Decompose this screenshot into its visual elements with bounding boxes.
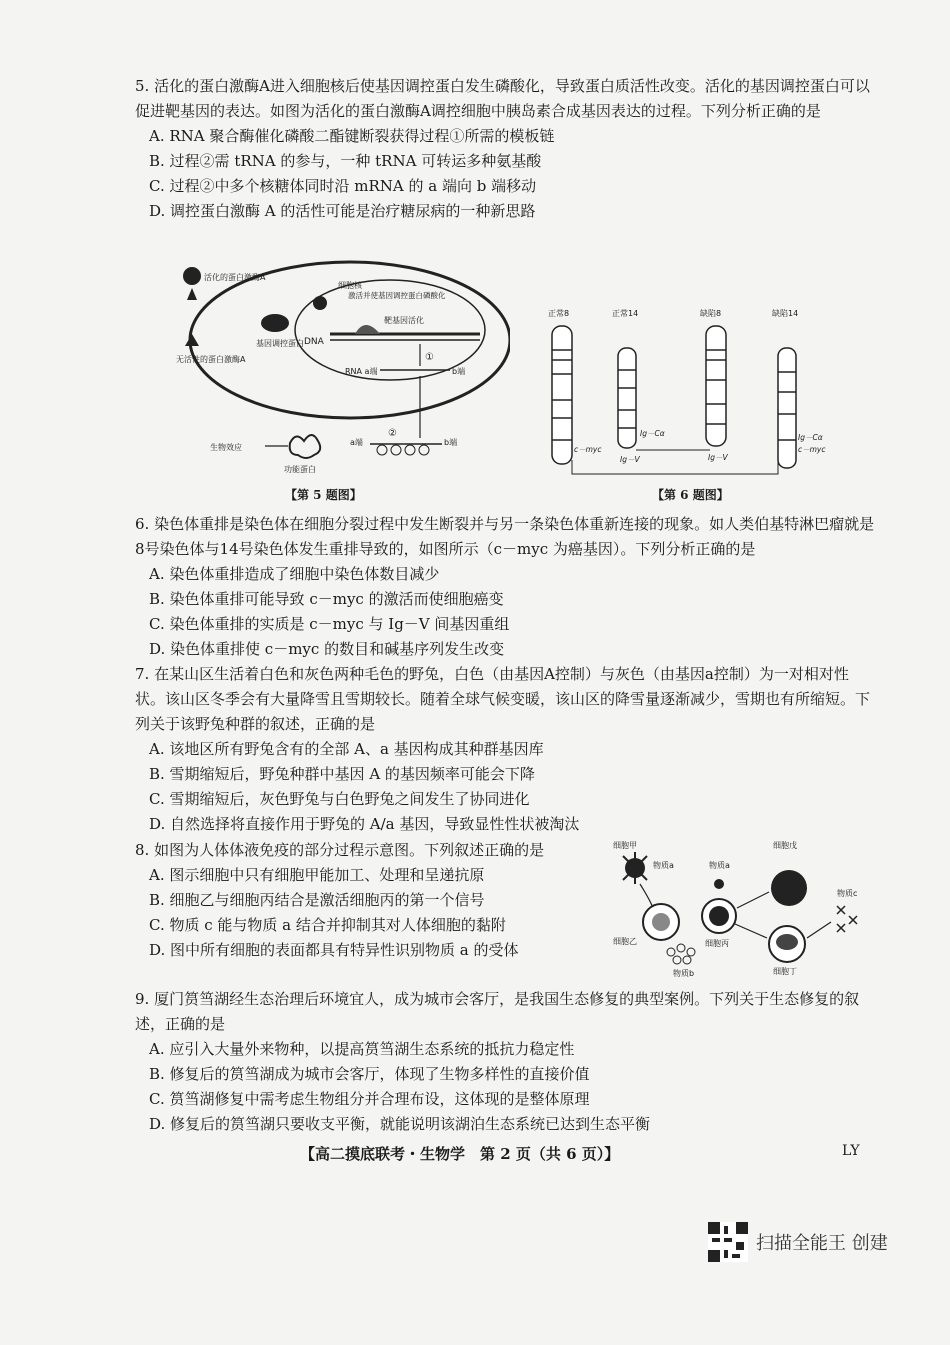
cell-jia-label: 细胞甲 (613, 841, 637, 850)
igv-defect-label: Ig－V (708, 453, 728, 462)
figure-5-diagram (170, 258, 510, 480)
scanner-text: 扫描全能王 创建 (756, 1233, 888, 1254)
ribosome-icon (377, 445, 387, 455)
question-7 (135, 662, 875, 837)
reg-protein-icon (261, 314, 289, 332)
question-6-option-c: C. 染色体重排的实质是 c－myc 与 Ig－V 间基因重组 (149, 615, 510, 633)
page-code: LY (842, 1143, 860, 1159)
antigen-icon (714, 879, 724, 889)
to-c-arrow (807, 922, 831, 938)
cell-yi-nucleus-icon (652, 913, 670, 931)
step2-label: ② (388, 428, 397, 439)
question-7-stem: 7. 在某山区生活着白色和灰色两种毛色的野兔，白色（由基因A控制）与灰色（由基因a控制）为一对相对性状。该山区冬季会有大量降雪且雪期较长。随着全球气候变暖，该山区的降雪量逐渐减少，雪期也有所缩短。下列关于该野兔种群的叙述，正确的是 (135, 665, 871, 733)
igv-normal-label: Ig－V (620, 455, 640, 464)
reg-protein-label: 基因调控蛋白 (256, 339, 304, 348)
question-5-stem: 5. 活化的蛋白激酶A进入细胞核后使基因调控蛋白发生磷酸化，导致蛋白质活性改变。活化的基因调控蛋白可以促进靶基因的表达。如图为活化的蛋白激酶A调控细胞中胰岛素合成基因表达的过程。下列分析正确的是 (135, 77, 870, 120)
question-8-stem: 8. 如图为人体体液免疫的部分过程示意图。下列叙述正确的是 (135, 841, 545, 859)
question-8 (135, 838, 575, 963)
ribosome-icon (405, 445, 415, 455)
b-end-label: b端 (444, 438, 458, 447)
page-footer: 【高二摸底联考・生物学 第 2 页（共 6 页）】 (300, 1145, 620, 1163)
cell-yi-label: 细胞乙 (613, 937, 637, 946)
rna-b-label: b端 (452, 367, 466, 376)
question-9-option-c: C. 筼筜湖修复中需考虑生物组分并合理布设，这体现的是整体原理 (149, 1090, 590, 1108)
question-6-option-b: B. 染色体重排可能导致 c－myc 的激活而使细胞癌变 (149, 590, 504, 608)
inactive-kinase-icon (185, 334, 199, 346)
question-6-option-d: D. 染色体重排使 c－myc 的数目和碱基序列发生改变 (149, 640, 505, 658)
ribosome-icon (419, 445, 429, 455)
qr-code-icon (708, 1222, 748, 1262)
question-9-stem: 9. 厦门筼筜湖经生态治理后环境宜人，成为城市会客厅，是我国生态修复的典型案例。下列关于生态修复的叙述，正确的是 (135, 990, 860, 1033)
to-wu-arrow (737, 892, 769, 908)
bound-protein-icon (355, 325, 380, 334)
substance-c-label: 物质c (837, 889, 858, 898)
question-6-stem: 6. 染色体重排是染色体在细胞分裂过程中发生断裂并与另一条染色体重新连接的现象。如人类伯基特淋巴瘤就是8号染色体与14号染色体发生重排导致的，如图所示（c－myc 为癌基因）。下列分析正确的是 (135, 515, 875, 558)
question-9-option-b: B. 修复后的筼筜湖成为城市会客厅，体现了生物多样性的直接价值 (149, 1065, 590, 1083)
question-5-option-d: D. 调控蛋白激酶 A 的活性可能是治疗糖尿病的一种新思路 (149, 202, 536, 220)
question-7-option-d: D. 自然选择将直接作用于野兔的 A/a 基因，导致显性性状被淘汰 (149, 815, 580, 833)
cell-wu-icon (771, 870, 807, 906)
igca-normal-label: Ig－Cα (640, 429, 665, 438)
question-5-option-a: A. RNA 聚合酶催化磷酸二酯键断裂获得过程①所需的模板链 (149, 127, 555, 145)
rna-label: RNA a端 (345, 367, 378, 376)
figure-6-diagram (520, 300, 840, 480)
question-9-option-d: D. 修复后的筼筜湖只要收支平衡，就能说明该湖泊生态系统已达到生态平衡 (149, 1115, 651, 1133)
question-7-option-a: A. 该地区所有野兔含有的全部 A、a 基因构成其种群基因库 (149, 740, 544, 758)
apc-arrow (640, 884, 653, 908)
cell-ding-nucleus-icon (776, 934, 798, 950)
figure-5-caption: 【第 5 题图】 (285, 488, 362, 502)
question-8-option-d: D. 图中所有细胞的表面都具有特异性识别物质 a 的受体 (149, 941, 519, 959)
question-7-option-c: C. 雪期缩短后，灰色野兔与白色野兔之间发生了协同进化 (149, 790, 530, 808)
figure-8-diagram (605, 836, 875, 981)
phospho-kinase-icon (313, 296, 327, 310)
inactive-kinase-label: 无活性的蛋白激酶A (176, 355, 246, 364)
normal-8-label: 正常8 (548, 309, 570, 318)
question-6-option-a: A. 染色体重排造成了细胞中染色体数目减少 (149, 565, 440, 583)
step1-label: ① (425, 352, 434, 363)
substance-b-label: 物质b (673, 969, 695, 978)
cmyc-defect-label: c－myc (798, 445, 826, 454)
normal-14-label: 正常14 (612, 309, 639, 318)
translocation-arrow-1 (572, 460, 778, 474)
phospho-label: 激活并使基因调控蛋白磷酸化 (348, 291, 446, 300)
cell-bing-nucleus-icon (709, 906, 729, 926)
question-9-option-a: A. 应引入大量外来物种，以提高筼筜湖生态系统的抵抗力稳定性 (149, 1040, 575, 1058)
active-kinase-label: 活化的蛋白激酶A (204, 273, 266, 282)
dna-label: DNA (304, 337, 324, 347)
question-5-option-c: C. 过程②中多个核糖体同时沿 mRNA 的 a 端向 b 端移动 (149, 177, 537, 195)
chromosome-normal-14 (618, 348, 636, 448)
chromosome-defect-8 (706, 326, 726, 446)
func-protein-label: 功能蛋白 (284, 465, 316, 474)
defect-14-label: 缺陷14 (772, 309, 799, 318)
active-kinase-arrow-icon (187, 288, 197, 300)
target-label: 靶基因活化 (384, 316, 424, 325)
question-9 (135, 987, 875, 1137)
question-6 (135, 512, 875, 662)
functional-protein-icon (290, 435, 321, 458)
cell-ding-label: 细胞丁 (773, 967, 797, 976)
question-8-option-c: C. 物质 c 能与物质 a 结合并抑制其对人体细胞的黏附 (149, 916, 506, 934)
effect-label: 生物效应 (210, 443, 242, 452)
question-5-option-b: B. 过程②需 tRNA 的参与，一种 tRNA 可转运多种氨基酸 (149, 152, 542, 170)
question-8-option-a: A. 图示细胞中只有细胞甲能加工、处理和呈递抗原 (149, 866, 485, 884)
substance-a1-label: 物质a (653, 861, 674, 870)
figure-6-caption: 【第 6 题图】 (652, 488, 729, 502)
nucleus-label: 细胞核 (338, 281, 362, 290)
to-ding-arrow (735, 924, 767, 938)
active-kinase-icon (183, 267, 201, 285)
scanner-watermark (708, 1222, 888, 1262)
cmyc-normal-label: c－myc (574, 445, 602, 454)
chromosome-normal-8 (552, 326, 572, 464)
igca-defect-label: Ig－Cα (798, 433, 823, 442)
cell-wu-label: 细胞戊 (773, 841, 797, 850)
question-8-option-b: B. 细胞乙与细胞丙结合是激活细胞丙的第一个信号 (149, 891, 485, 909)
defect-8-label: 缺陷8 (700, 309, 722, 318)
ribosome-icon (391, 445, 401, 455)
cell-bing-label: 细胞丙 (705, 939, 729, 948)
chromosome-defect-14 (778, 348, 796, 468)
question-5 (135, 74, 875, 224)
a-end-label: a端 (350, 438, 363, 447)
substance-a2-label: 物质a (709, 861, 730, 870)
question-7-option-b: B. 雪期缩短后，野兔种群中基因 A 的基因频率可能会下降 (149, 765, 535, 783)
